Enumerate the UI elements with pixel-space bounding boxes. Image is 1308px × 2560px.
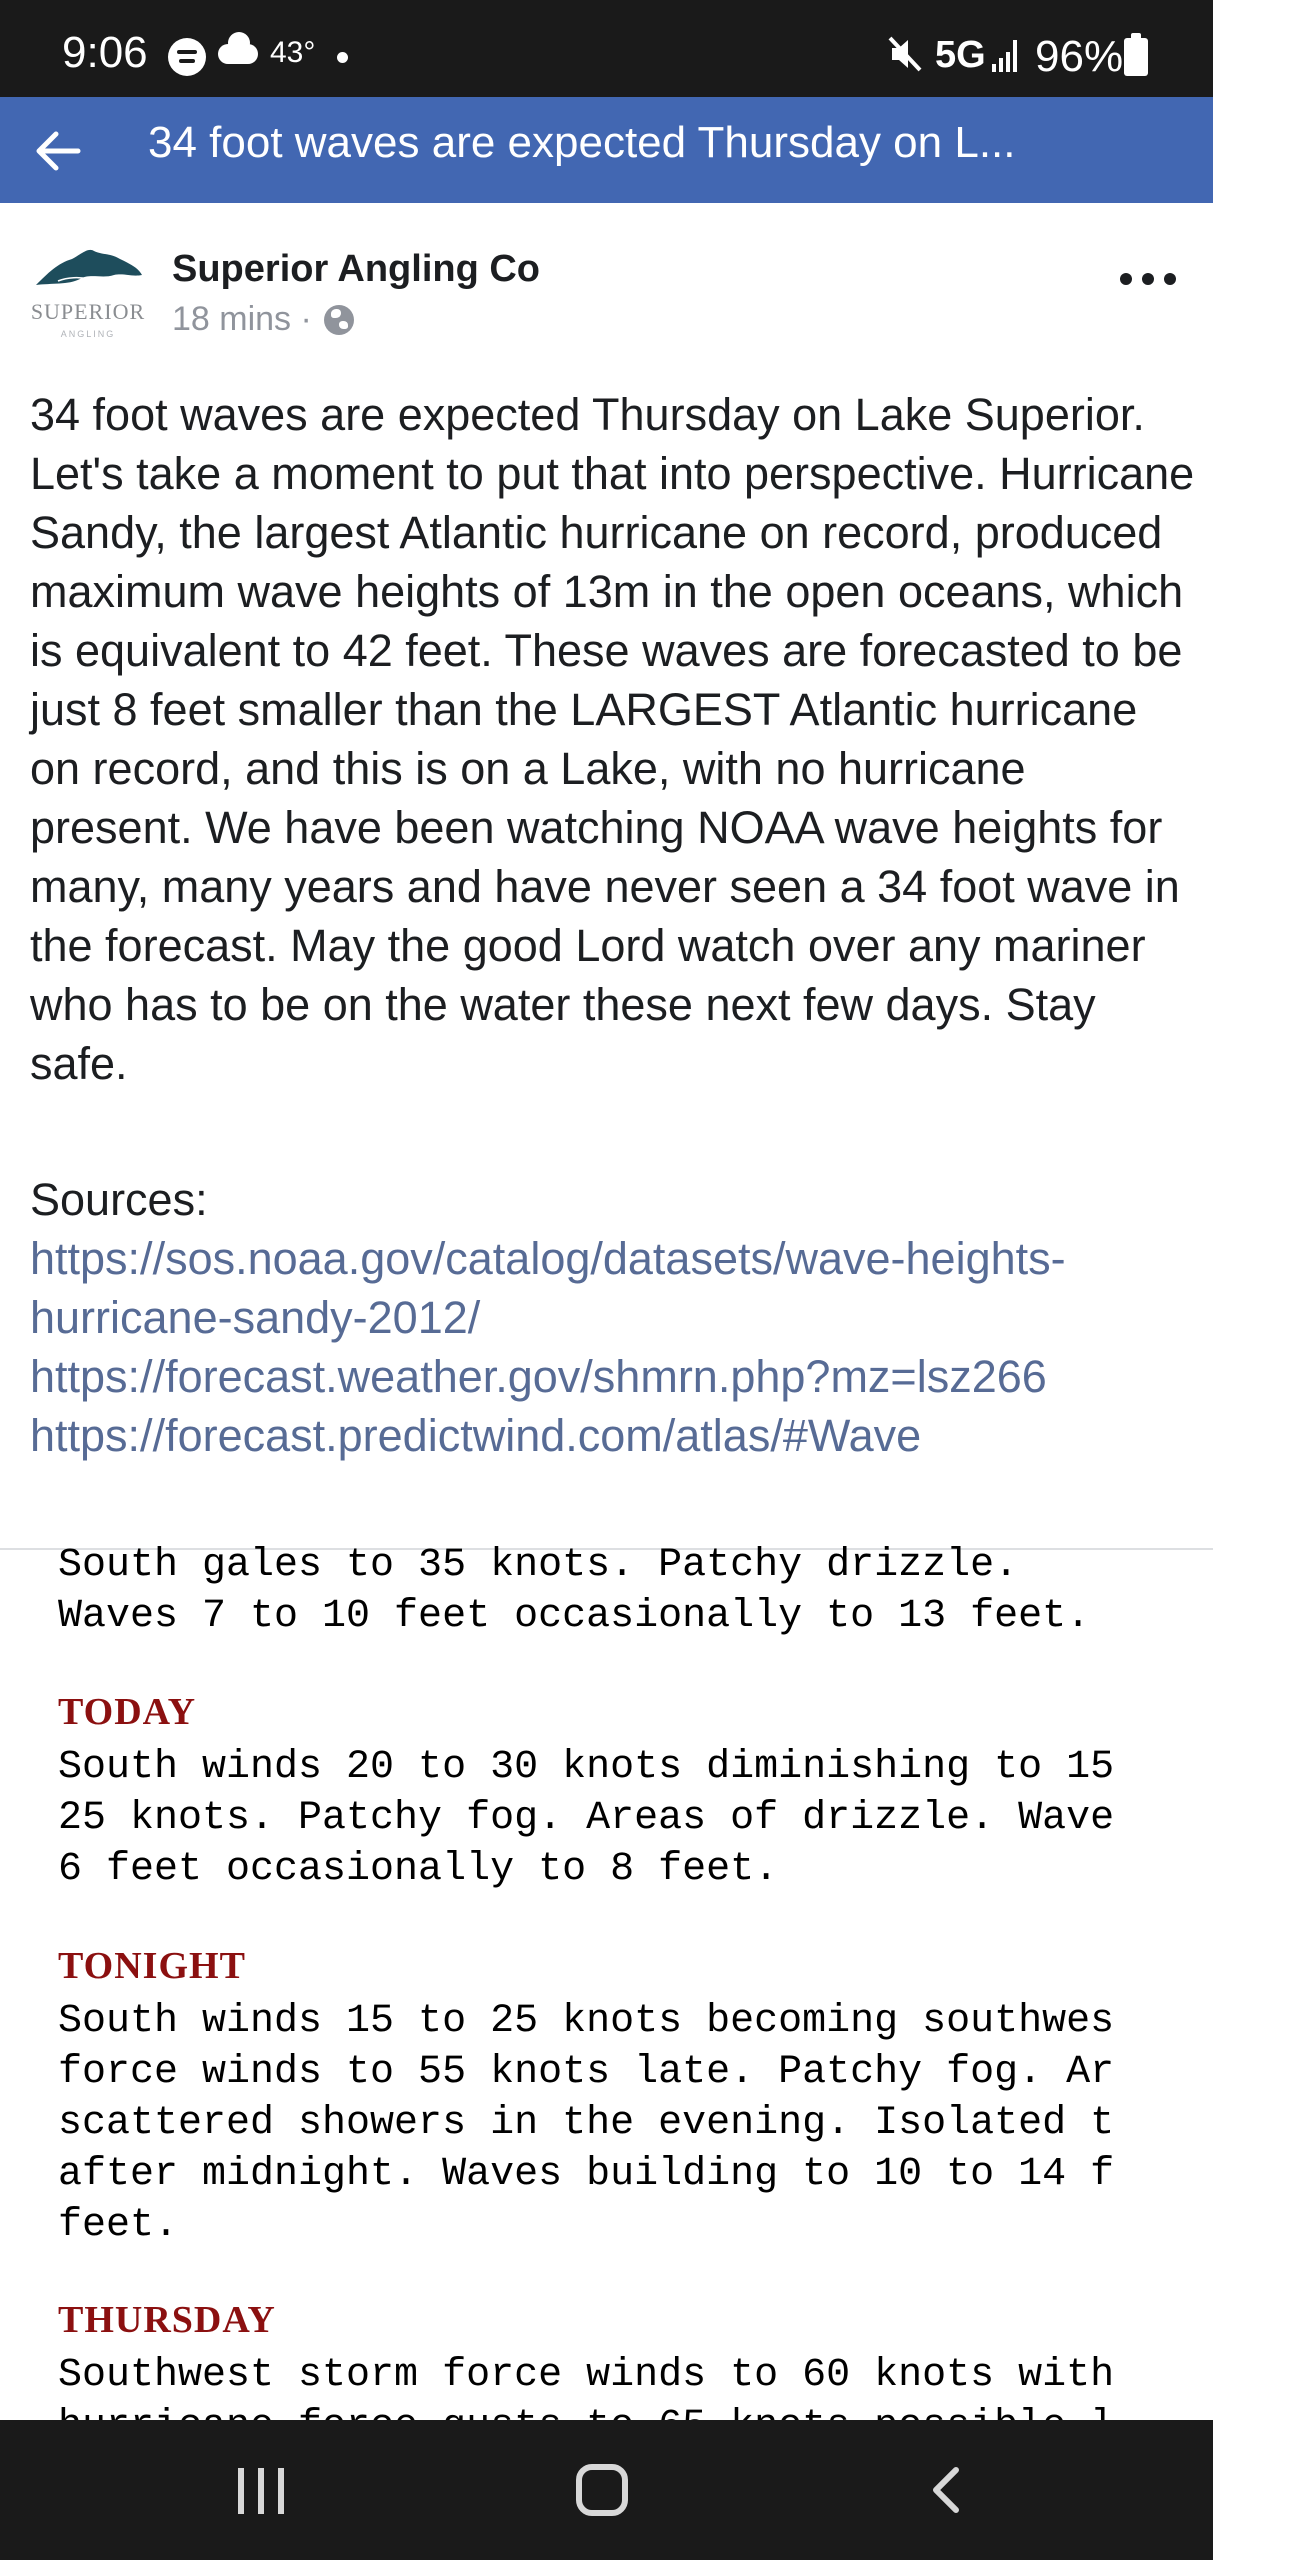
- forecast-line: scattered showers in the evening. Isolated t: [58, 2101, 1115, 2146]
- post-meta: [172, 300, 354, 339]
- status-bar: [0, 0, 1213, 97]
- battery-icon: [1124, 38, 1148, 76]
- cloud-icon: [218, 44, 258, 64]
- forecast-intro-line: South gales to 35 knots. Patchy drizzle.: [58, 1543, 1019, 1588]
- sources-label: Sources:: [30, 1174, 208, 1225]
- avatar-logo-text: SUPERIOR: [30, 299, 146, 324]
- page-name[interactable]: Superior Angling Co: [172, 248, 541, 290]
- forecast-image[interactable]: [0, 1543, 1213, 2420]
- status-time: 9:06: [62, 28, 148, 77]
- recents-icon[interactable]: [238, 2468, 288, 2514]
- forecast-line: feet.: [58, 2203, 179, 2248]
- more-dot-icon: [1164, 273, 1176, 285]
- forecast-heading-tonight: TONIGHT: [58, 1945, 246, 1987]
- app-bar-title: 34 foot waves are expected Thursday on L...: [148, 118, 1016, 167]
- notification-dot-icon: [337, 52, 348, 63]
- source-link-predictwind[interactable]: https://forecast.predictwind.com/atlas/#Wave: [30, 1410, 922, 1461]
- forecast-heading-today: TODAY: [58, 1691, 197, 1733]
- forecast-intro-line: Waves 7 to 10 feet occasionally to 13 feet.: [58, 1594, 1091, 1639]
- avatar-logo-subtext: ANGLING: [60, 329, 116, 339]
- post-timestamp[interactable]: 18 mins ·: [172, 300, 312, 338]
- forecast-line: Southwest storm force winds to 60 knots with: [58, 2353, 1115, 2398]
- app-bar: [0, 97, 1213, 203]
- status-temperature: 43°: [270, 36, 316, 69]
- spotify-icon: [168, 38, 206, 76]
- more-dot-icon: [1120, 273, 1132, 285]
- forecast-line: after midnight. Waves building to 10 to 14 f: [58, 2152, 1115, 2197]
- forecast-line: force winds to 55 knots late. Patchy fog. Ar: [58, 2050, 1115, 2095]
- signal-icon: [992, 40, 1022, 72]
- network-type: 5G: [935, 34, 986, 76]
- forecast-line: 6 feet occasionally to 8 feet.: [58, 1847, 779, 1892]
- avatar[interactable]: [28, 233, 148, 353]
- forecast-line: South winds 20 to 30 knots diminishing to 15: [58, 1745, 1115, 1790]
- more-dot-icon: [1142, 273, 1154, 285]
- forecast-heading-thursday: THURSDAY: [58, 2299, 276, 2341]
- forecast-line: South winds 15 to 25 knots becoming southwes: [58, 1999, 1115, 2044]
- battery-percent: 96%: [1035, 32, 1124, 81]
- forecast-line: 25 knots. Patchy fog. Areas of drizzle. Wave: [58, 1796, 1115, 1841]
- home-icon[interactable]: [576, 2464, 628, 2516]
- more-options-button[interactable]: [1120, 269, 1176, 289]
- back-icon[interactable]: [922, 2464, 974, 2516]
- post-body-text: 34 foot waves are expected Thursday on Lake Superior. Let's take a moment to put that into perspective. Hurricane Sandy, the largest Atlantic hurricane on record, produced maximum wave heights of 13m in the open oceans, which is equivalent to 42 feet. These waves are forecasted to be just 8 feet smaller than the LARGEST Atlantic hurricane on record, and this is on a Lake, with no hurricane present. We have been watching NOAA wave heights for many, many years and have never seen a 34 foot wave in the forecast. May the good Lord watch over any mariner who has to be on the water these next few days. Stay safe.: [30, 389, 1195, 1089]
- globe-icon: [324, 305, 354, 335]
- mute-icon: [886, 34, 924, 82]
- back-button[interactable]: [28, 121, 88, 181]
- source-link-noaa[interactable]: https://sos.noaa.gov/catalog/datasets/wave-heights-hurricane-sandy-2012/: [30, 1233, 1066, 1343]
- arrow-left-icon: [28, 121, 88, 181]
- sources-section: [30, 1170, 1200, 1465]
- post-header: [0, 203, 1213, 363]
- system-nav-bar: [0, 2420, 1213, 2560]
- source-link-weather-gov[interactable]: https://forecast.weather.gov/shmrn.php?mz=lsz266: [30, 1351, 1047, 1402]
